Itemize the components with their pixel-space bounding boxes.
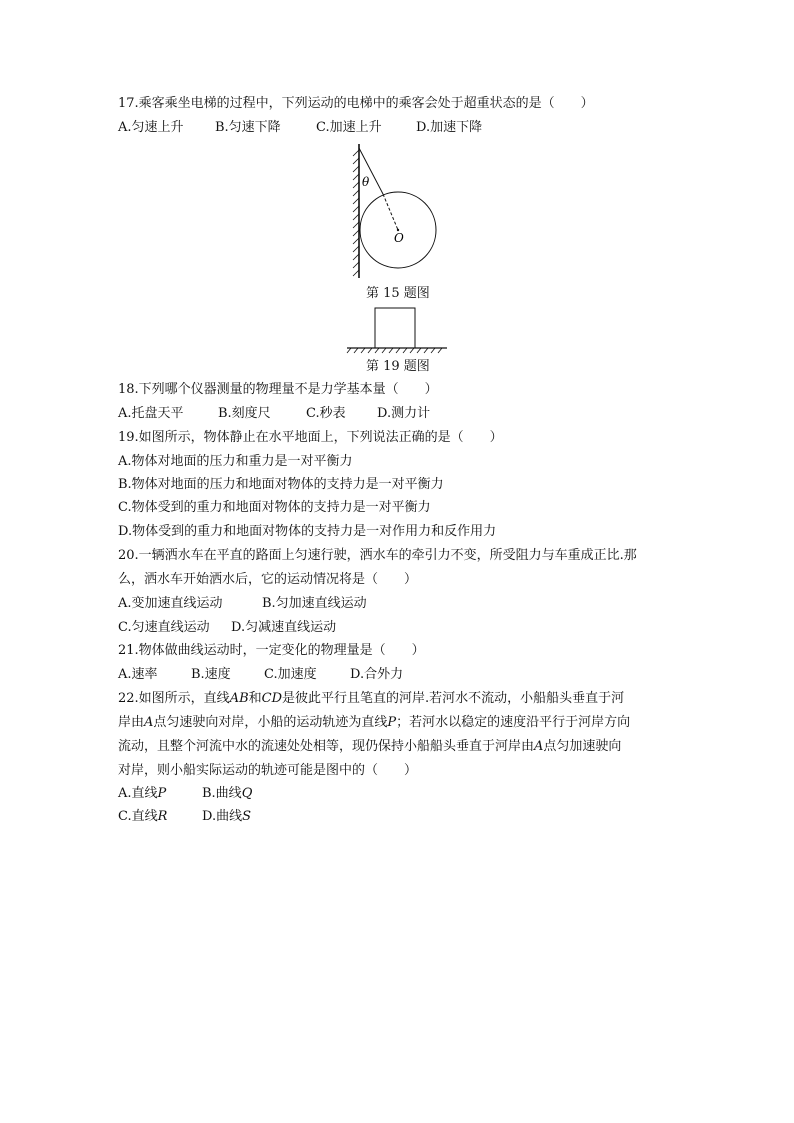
q22-a2: A [534, 739, 544, 754]
q19-option-a: A.物体对地面的压力和重力是一对平衡力 [118, 454, 353, 469]
q17-option-b: B.匀速下降 [215, 120, 281, 135]
q22-stem-line2 [118, 714, 630, 732]
q22-l3-b: 点匀加速驶向 [543, 739, 622, 754]
q17-stem: 17.乘客乘坐电梯的过程中，下列运动的电梯中的乘客会处于超重状态的是（ ） [118, 96, 594, 111]
q20-option-d: D.匀减速直线运动 [231, 620, 337, 635]
q22-a1: A [144, 715, 154, 730]
q21-option-d: D.合外力 [350, 667, 404, 682]
q19-option-c: C.物体受到的重力和地面对物体的支持力是一对平衡力 [118, 500, 431, 515]
theta-label: θ [362, 175, 370, 189]
q22-option-c-var: R [157, 809, 168, 824]
q21-stem: 21.物体做曲线运动时，一定变化的物理量是（ ） [118, 643, 425, 658]
q21-option-b: B.速度 [191, 667, 231, 682]
q22-l1-a: 22.如图所示，直线 [118, 691, 230, 706]
q22-option-c-text: C.直线 [118, 809, 158, 824]
q20-stem-line1: 20.一辆洒水车在平直的路面上匀速行驶，洒水车的牵引力不变，所受阻力与车重成正比.那 [118, 548, 637, 563]
q21-option-c: C.加速度 [264, 667, 317, 682]
q22-option-d-text: D.曲线 [202, 809, 243, 824]
q22-options-row2 [118, 808, 251, 826]
q22-option-a [118, 785, 202, 803]
q18-option-d: D.测力计 [377, 406, 431, 421]
q22-option-b-text: B.曲线 [202, 786, 242, 801]
q19-option-d: D.物体受到的重力和地面对物体的支持力是一对作用力和反作用力 [118, 524, 497, 539]
q21-options [118, 666, 403, 684]
q22-cd: CD [261, 691, 283, 706]
q20-option-a: A.变加速直线运动 [118, 596, 223, 611]
center-o-label: O [394, 231, 404, 245]
q20-option-c: C.匀速直线运动 [118, 620, 210, 635]
q22-option-d [202, 808, 251, 826]
q22-stem-line1 [118, 690, 624, 708]
q18-options [118, 405, 430, 423]
q22-option-b [202, 785, 252, 803]
q22-l2-c: ；若河水以稳定的速度沿平行于河岸方向 [396, 715, 631, 730]
q22-p1: P [387, 715, 397, 730]
q22-option-c [118, 808, 202, 826]
q22-l1-b: 和 [248, 691, 262, 706]
q20-stem-line2: 么，洒水车开始洒水后，它的运动情况将是（ ） [118, 572, 418, 587]
q18-stem: 18.下列哪个仪器测量的物理量不是力学基本量（ ） [118, 382, 438, 397]
q22-option-a-var: P [157, 786, 167, 801]
q22-option-a-text: A.直线 [118, 786, 158, 801]
q20-option-b: B.匀加速直线运动 [262, 596, 367, 611]
q22-l3: 流动，且整个河流中水的流速处处相等，现仍保持小船船头垂直于河岸由 [118, 739, 535, 754]
q22-ab: AB [229, 691, 249, 706]
q22-l1-c: 是彼此平行且笔直的河岸.若河水不流动，小船船头垂直于河 [282, 691, 625, 706]
q19-stem: 19.如图所示，物体静止在水平地面上，下列说法正确的是（ ） [118, 430, 503, 445]
figure-15-caption: 第 15 题图 [366, 286, 430, 301]
figure-15-sphere-wall [345, 142, 445, 282]
q22-option-b-var: Q [241, 786, 253, 801]
q22-options-row1 [118, 785, 252, 803]
figure-19-block-ground [345, 306, 450, 356]
q20-options-row1 [118, 595, 367, 613]
q22-l2-a: 岸由 [118, 715, 145, 730]
q22-l2-b: 点匀速驶向对岸，小船的运动轨迹为直线 [153, 715, 388, 730]
q22-stem-line3 [118, 738, 621, 756]
q22-stem-line4: 对岸，则小船实际运动的轨迹可能是图中的（ ） [118, 763, 418, 778]
q18-option-c: C.秒表 [306, 406, 346, 421]
q17-option-d: D.加速下降 [416, 120, 483, 135]
figure-19-caption: 第 19 题图 [366, 359, 430, 374]
q18-option-a: A.托盘天平 [118, 406, 184, 421]
q17-option-a: A.匀速上升 [118, 120, 184, 135]
q21-option-a: A.速率 [118, 667, 158, 682]
q19-option-b: B.物体对地面的压力和地面对物体的支持力是一对平衡力 [118, 477, 444, 492]
q20-options-row2 [118, 619, 336, 637]
q17-options [118, 119, 482, 137]
q22-option-d-var: S [242, 809, 251, 824]
q17-option-c: C.加速上升 [316, 120, 382, 135]
q18-option-b: B.刻度尺 [218, 406, 271, 421]
